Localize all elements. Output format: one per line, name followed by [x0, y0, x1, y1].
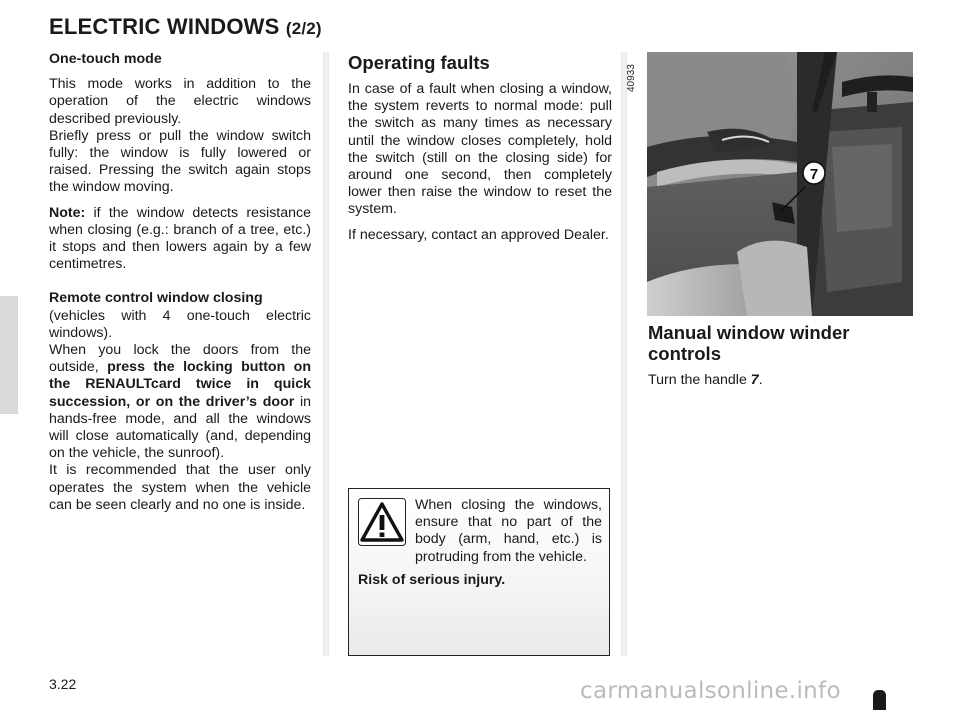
para-remote-vehicles: (vehicles with 4 one-touch electric windows). [49, 307, 311, 341]
chapter-tab [0, 296, 18, 414]
para-note [49, 205, 311, 274]
page-title [49, 14, 322, 40]
column-divider-left [323, 52, 329, 656]
turn-handle-ref: 7 [750, 372, 759, 388]
column-one-touch [49, 51, 311, 522]
page-number: 3.22 [49, 676, 77, 692]
corner-mark [873, 690, 886, 710]
warning-risk: Risk of serious injury. [358, 572, 506, 588]
column-operating-faults [348, 52, 612, 252]
para-one-touch-usage: Briefly press or pull the window switch fully: the window is fully lowered or raised. Pressing the switch again stops the window moving. [49, 127, 311, 196]
door-photo [647, 52, 913, 316]
warning-triangle-icon [358, 498, 406, 546]
door-illustration [647, 52, 913, 316]
para-remote-lock-a: When you lock the doors from the outside, [49, 342, 311, 376]
column-divider-right [621, 52, 627, 656]
heading-one-touch-mode: One-touch mode [49, 51, 162, 67]
page-title-text: ELECTRIC WINDOWS [49, 14, 280, 39]
heading-remote-closing: Remote control window closing [49, 290, 263, 307]
para-contact-dealer: If necessary, contact an approved Dealer. [348, 226, 609, 243]
para-turn-handle [648, 372, 912, 389]
para-operating-faults: In case of a fault when closing a window, the system reverts to normal mode: pull the switch as many times as necessary until the window closes completely, hold the switch (still on the closing side) for around one second, then completely lower then raise the window to reset the system. [348, 81, 612, 218]
column-manual-winder [648, 322, 912, 397]
turn-handle-end: . [758, 372, 763, 388]
callout-7: 7 [809, 166, 819, 183]
para-remote-lock-b: in hands-free mode, and all the windows will close automatically (and, depending on the vehicle, the sunroof). [49, 393, 311, 462]
para-remote-lock [49, 342, 311, 462]
note-label: Note: [49, 204, 86, 221]
note-text: if the window detects resistance when closing (e.g.: branch of a tree, etc.) it stops and then lowers again by a few centimetres. [49, 204, 311, 273]
para-remote-lock-bold: press the locking button on the RENAULTcard twice in quick succession, or on the driver’s door [49, 359, 311, 410]
para-one-touch-intro-text: This mode works in addition to the operation of the electric windows described previously. [49, 76, 311, 127]
warning-box [348, 488, 610, 656]
photo-reference-code: 40933 [626, 64, 637, 92]
warning-text: When closing the windows, ensure that no part of the body (arm, hand, etc.) is protruding from the vehicle. [415, 497, 602, 565]
heading-operating-faults: Operating faults [348, 52, 490, 73]
turn-handle-text: Turn the handle [648, 372, 751, 388]
watermark: carmanualsonline.info [580, 678, 841, 704]
heading-manual-winder: Manual window winder controls [648, 322, 850, 364]
para-one-touch-intro [49, 76, 311, 128]
page-title-suffix: (2/2) [285, 19, 322, 38]
para-recommendation: It is recommended that the user only operates the system when the vehicle can be seen clearly and no one is inside. [49, 462, 311, 513]
